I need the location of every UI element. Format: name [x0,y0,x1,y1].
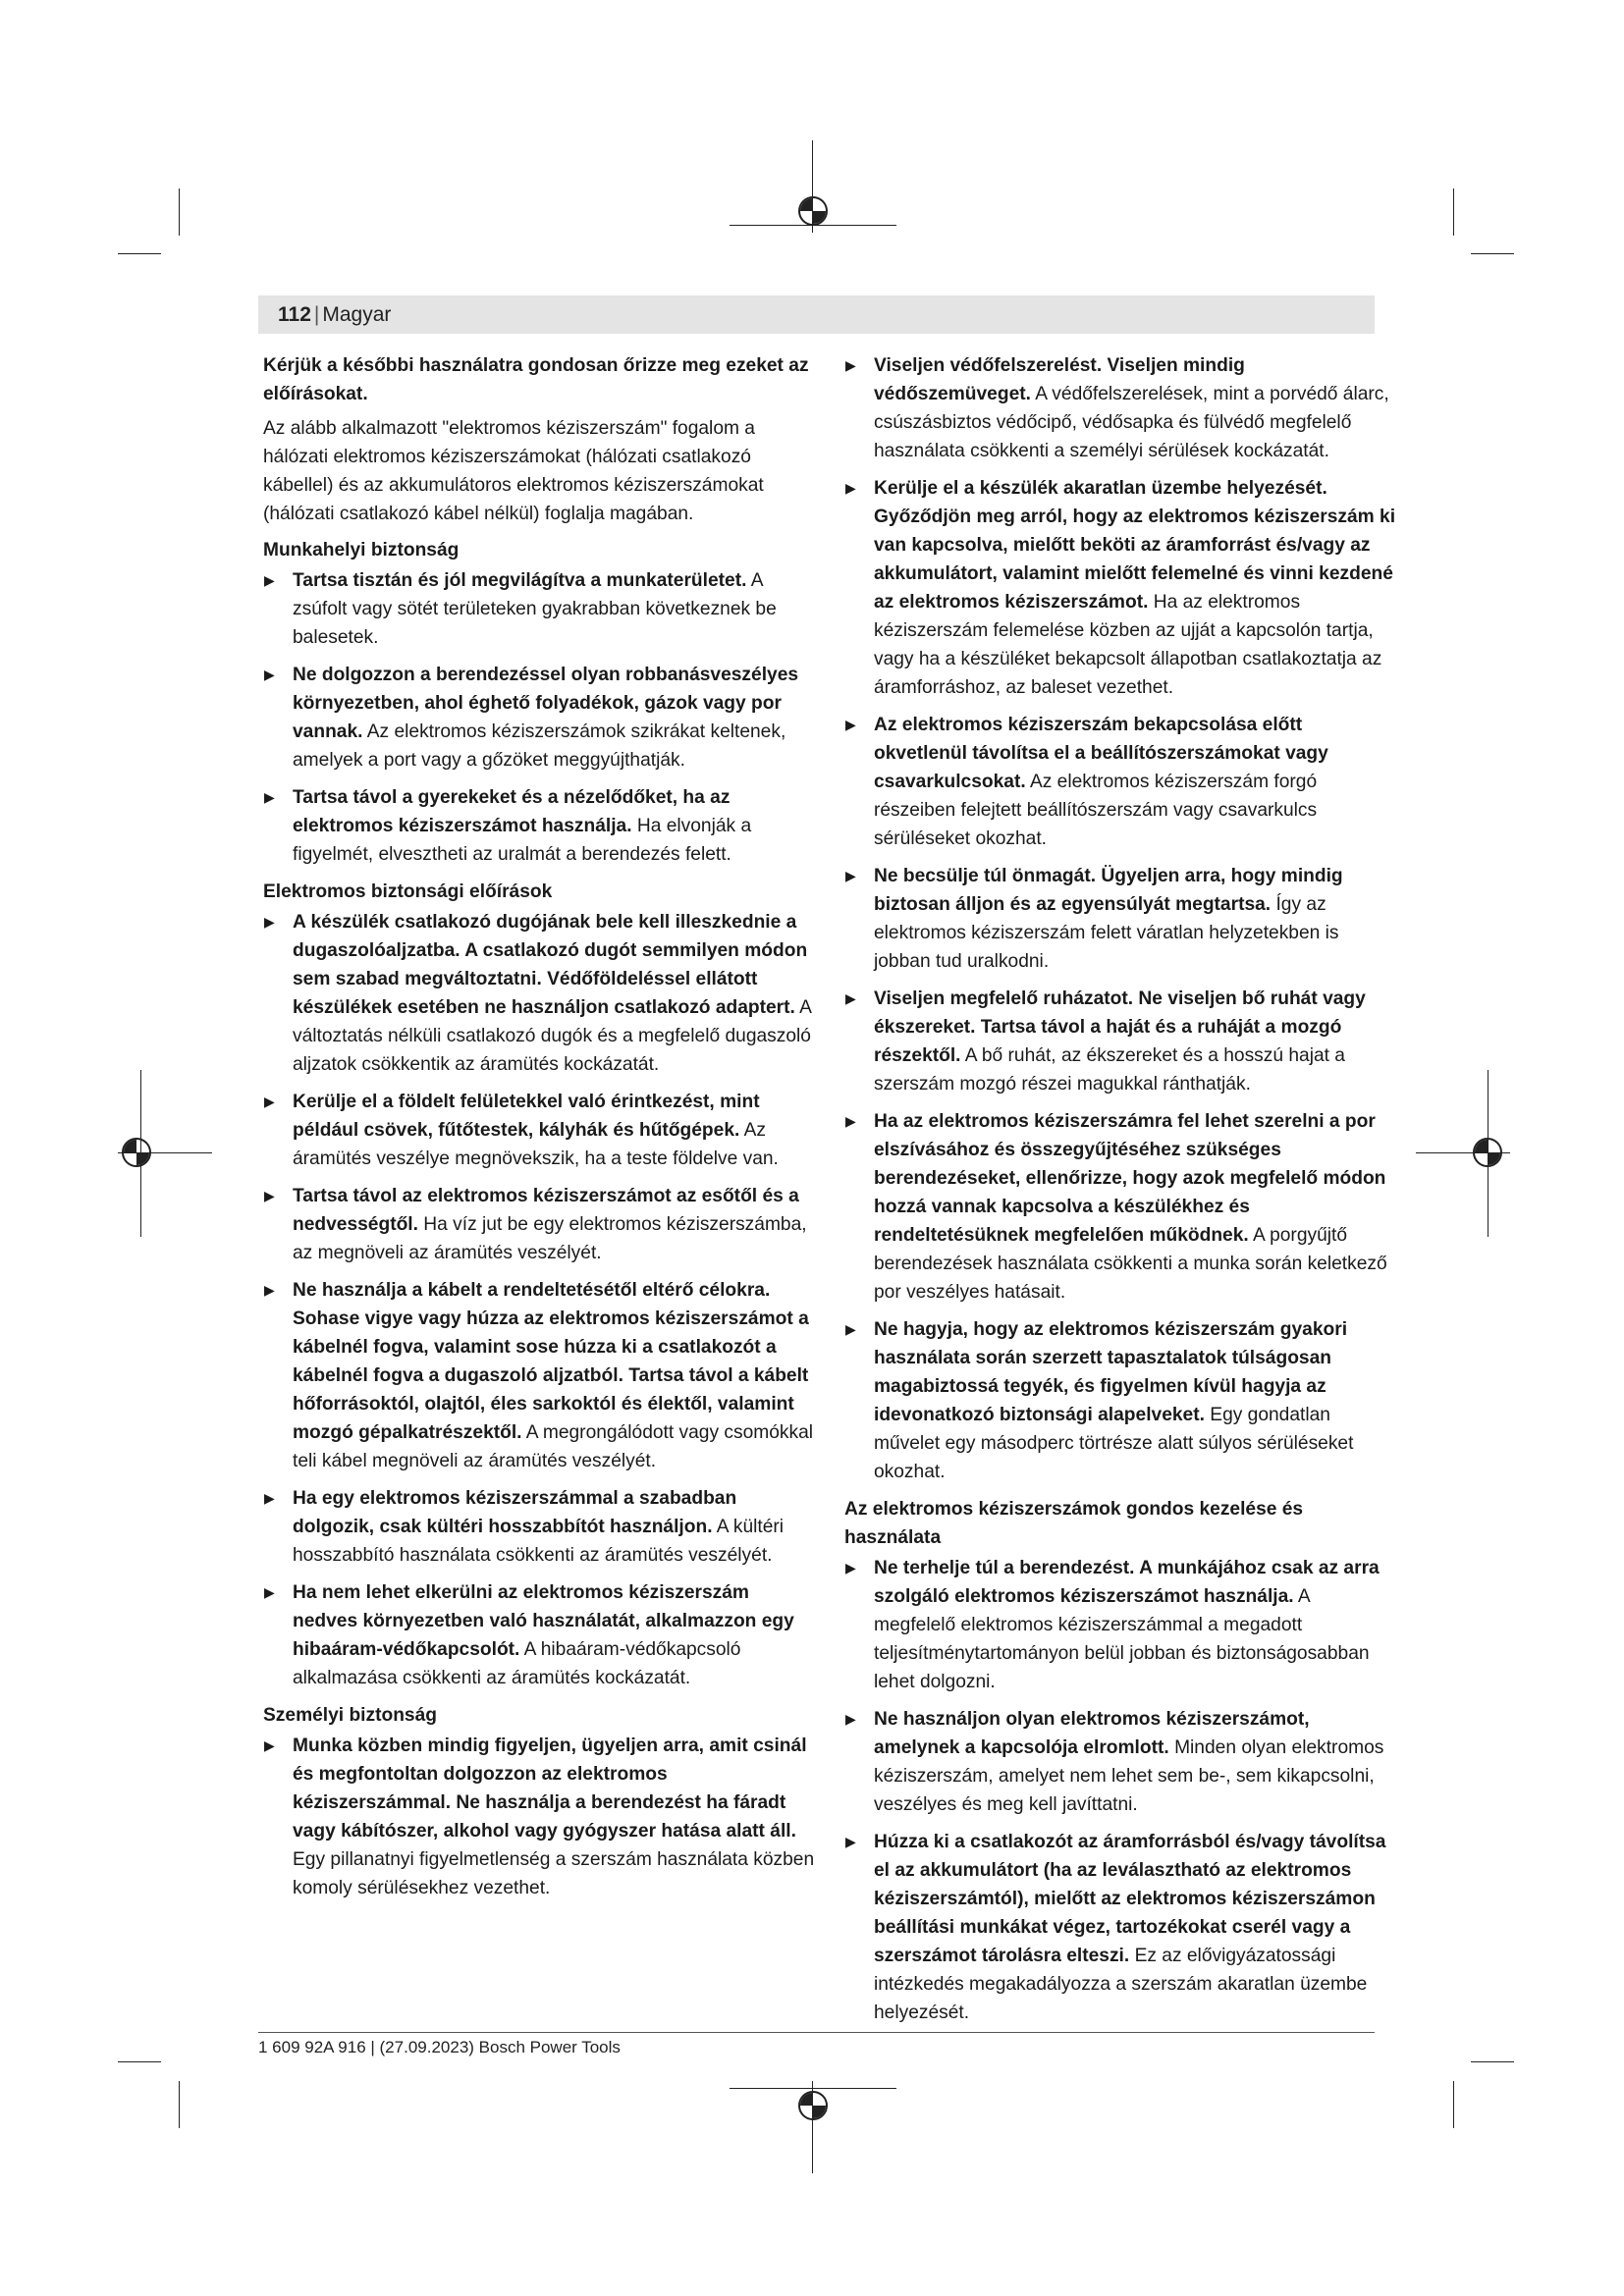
registration-target-top-icon [798,196,828,226]
bullet-arrow-icon: ▶ [845,357,856,373]
list-item: ▶ Ha egy elektromos kéziszerszámmal a szabadban dolgozik, csak kültéri hosszabbítót használjon. A kültéri hosszabbító használata csökkenti az áramütés veszélyét. [263,1484,815,1570]
registration-target-right-icon [1473,1138,1502,1167]
footer-divider [258,2032,1375,2033]
section-heading: Munkahelyi biztonság [263,540,460,561]
bullet-arrow-icon: ▶ [264,1737,275,1753]
list-item: ▶ Ne becsülje túl önmagát. Ügyeljen arra, hogy mindig biztosan álljon és az egyensúlyát megtartsa. Így az elektromos kéziszerszám felett váratlan helyzetekben is jobban tud uralkodni. [844,862,1396,976]
bullet-arrow-icon: ▶ [845,1321,856,1337]
list-item: ▶ Ne dolgozzon a berendezéssel olyan robbanásveszélyes környezetben, ahol éghető folyadékok, gázok vagy por vannak. Az elektromos kéziszerszámok szikrákat keltenek, amelyek a port vagy a gőzöket meggyújthatják. [263,661,815,774]
crop-mark-br-h [1471,2061,1514,2062]
list-item: ▶ Viseljen védőfelszerelést. Viseljen mindig védőszemüveget. A védőfelszerelések, mint a porvédő álarc, csúszásbiztos védőcipő, védősapka és fülvédő megfelelő használata csökkenti a személyi sérülések kockázatát. [844,351,1396,465]
bullet-arrow-icon: ▶ [264,1094,275,1109]
page-number: 112 [278,303,311,326]
section-heading: Személyi biztonság [263,1705,437,1726]
bullet-arrow-icon: ▶ [845,1113,856,1129]
bullet-arrow-icon: ▶ [264,914,275,930]
bullet-arrow-icon: ▶ [845,480,856,496]
header-section: Magyar [322,303,392,326]
list-item: ▶ Kerülje el a készülék akaratlan üzembe helyezését. Győződjön meg arról, hogy az elektromos kéziszerszám ki van kapcsolva, mielőtt beköti az áramforrást és/vagy az akkumulátort, valamint mielőtt felemelné és vinni kezdené az elektromos kéziszerszámot. Ha az elektromos kéziszerszám felemelése közben az ujját a kapcsolón tartja, vagy ha a készüléket bekapcsolt állapotban csatlakoztatja az áramforráshoz, az baleset vezethet. [844,474,1396,702]
list-item: ▶ Tartsa távol a gyerekeket és a nézelődőket, ha az elektromos kéziszerszámot használja. Ha elvonják a figyelmét, elvesztheti az uralmát a berendezés felett. [263,783,815,869]
list-item: ▶ Tartsa tisztán és jól megvilágítva a munkaterületet. A zsúfolt vagy sötét területeken gyakrabban következnek be balesetek. [263,566,815,652]
bullet-arrow-icon: ▶ [264,667,275,682]
bullet-arrow-icon: ▶ [264,789,275,805]
bullet-arrow-icon: ▶ [264,1188,275,1203]
list-item: ▶ Ha az elektromos kéziszerszámra fel lehet szerelni a por elszívásához és összegyűjtéséhez szükséges berendezéseket, ellenőrizze, hogy azok megfelelő módon hozzá vannak kapcsolva a készülékhez és rendeltetésüknek megfelelően működnek. A porgyűjtő berendezések használata csökkenti a munka során keletkező por veszélyes hatásait. [844,1107,1396,1307]
crop-mark-bl-h [118,2061,161,2062]
list-item: ▶ Ne használjon olyan elektromos kéziszerszámot, amelynek a kapcsolója elromlott. Minden olyan elektromos kéziszerszám, amelyet nem lehet sem be-, sem kikapcsolni, veszélyes és meg kell javíttatni. [844,1705,1396,1819]
bullet-arrow-icon: ▶ [845,990,856,1006]
registration-target-left-icon [122,1138,151,1167]
registration-target-bottom-icon [798,2091,828,2120]
section-heading: Az elektromos kéziszerszámok gondos kezelése és használata [844,1499,1304,1548]
list-item: ▶ Viseljen megfelelő ruházatot. Ne viseljen bő ruhát vagy ékszereket. Tartsa távol a haját és a ruháját a mozgó részektől. A bő ruhát, az ékszereket és a hosszú hajat a szerszám mozgó részei magukkal ránthatják. [844,985,1396,1098]
registration-bottom-h [730,2088,896,2089]
list-item: ▶ Tartsa távol az elektromos kéziszerszámot az esőtől és a nedvességtől. Ha víz jut be egy elektromos kéziszerszámba, az megnöveli az áramütés veszélyét. [263,1182,815,1267]
bullet-arrow-icon: ▶ [845,717,856,732]
crop-mark-tr-v [1453,188,1454,236]
intro-bold: Kérjük a későbbi használatra gondosan őrizze meg ezeket az előírásokat. [263,355,809,404]
bullet-arrow-icon: ▶ [264,1282,275,1298]
bullet-arrow-icon: ▶ [845,1834,856,1849]
bullet-arrow-icon: ▶ [845,1711,856,1727]
list-item: ▶ Ne hagyja, hogy az elektromos kéziszerszám gyakori használata során szerzett tapasztalatok túlságosan magabiztossá tegyék, és figyelmen kívül hagyja az idevonatkozó biztonsági alapelveket. Egy gondatlan művelet egy másodperc törtrésze alatt súlyos sérüléseket okozhat. [844,1315,1396,1486]
list-item: ▶ Az elektromos kéziszerszám bekapcsolása előtt okvetlenül távolítsa el a beállítószerszámokat vagy csavarkulcsokat. Az elektromos kéziszerszám forgó részeiben felejtett beállítószerszám vagy csavarkulcs sérüléseket okozhat. [844,711,1396,853]
list-item: ▶ Ha nem lehet elkerülni az elektromos kéziszerszám nedves környezetben való használatát, alkalmazzon egy hibaáram-védőkapcsolót. A hibaáram-védőkapcsoló alkalmazása csökkenti az áramütés kockázatát. [263,1578,815,1692]
bullet-arrow-icon: ▶ [845,868,856,883]
bullet-arrow-icon: ▶ [264,572,275,588]
left-column [263,351,815,1911]
crop-mark-bl-v [179,2081,180,2128]
crop-mark-tl-h [118,253,161,254]
page-footer: 1 609 92A 916 | (27.09.2023) Bosch Power Tools [258,2038,621,2056]
crop-mark-tl-v [179,188,180,236]
list-item: ▶ Munka közben mindig figyeljen, ügyeljen arra, amit csinál és megfontoltan dolgozzon az elektromos kéziszerszámmal. Ne használja a berendezést ha fáradt vagy kábítószer, alkohol vagy gyógyszer hatása alatt áll. Egy pillanatnyi figyelmetlenség a szerszám használata közben komoly sérülésekhez vezethet. [263,1732,815,1902]
page-header [258,295,1375,334]
list-item: ▶ Ne használja a kábelt a rendeltetésétől eltérő célokra. Sohase vigye vagy húzza az elektromos kéziszerszámot a kábelnél fogva, valamint sose húzza ki a csatlakozót a kábelnél fogva a dugaszoló aljzatból. Tartsa távol a kábelt hőforrásoktól, olajtól, éles sarkoktól és élektől, valamint mozgó gépalkatrészektől. A megrongálódott vagy csomókkal teli kábel megnöveli az áramütés veszélyét. [263,1276,815,1475]
bullet-arrow-icon: ▶ [845,1560,856,1575]
intro-text: Az alább alkalmazott "elektromos kéziszerszám" fogalom a hálózati elektromos kéziszerszámokat (hálózati csatlakozó kábellel) és az akkumulátoros elektromos kéziszerszámokat (hálózati csatlakozó kábel nélkül) foglalja magában. [263,418,764,524]
bullet-arrow-icon: ▶ [264,1584,275,1600]
bullet-arrow-icon: ▶ [264,1490,275,1506]
right-column [844,351,1396,2036]
header-separator: | [313,303,320,326]
list-item: ▶ Kerülje el a földelt felületekkel való érintkezést, mint például csövek, fűtőtestek, kályhák és hűtőgépek. Az áramütés veszélye megnövekszik, ha a teste földelve van. [263,1088,815,1173]
list-item: ▶ A készülék csatlakozó dugójának bele kell illeszkednie a dugaszolóaljzatba. A csatlakozó dugót semmilyen módon sem szabad megváltoztatni. Védőföldeléssel ellátott készülékek esetében ne használjon csatlakozó adaptert. A változtatás nélküli csatlakozó dugók és a megfelelő dugaszoló aljzatok csökkentik az áramütés kockázatát. [263,908,815,1079]
list-item: ▶ Ne terhelje túl a berendezést. A munkájához csak az arra szolgáló elektromos kéziszerszámot használja. A megfelelő elektromos kéziszerszámmal a megadott teljesítménytartományon belül jobban és biztonságosabban lehet dolgozni. [844,1554,1396,1696]
crop-mark-tr-h [1471,253,1514,254]
crop-mark-br-v [1453,2081,1454,2128]
section-heading: Elektromos biztonsági előírások [263,881,553,902]
list-item: ▶ Húzza ki a csatlakozót az áramforrásból és/vagy távolítsa el az akkumulátort (ha az leválasztható az elektromos kéziszerszámtól), mielőtt az elektromos kéziszerszámon beállítási munkákat végez, tartozékokat cserél vagy a szerszámot tárolásra elteszi. Ez az elővigyázatossági intézkedés megakadályozza a szerszám akaratlan üzembe helyezését. [844,1828,1396,2027]
